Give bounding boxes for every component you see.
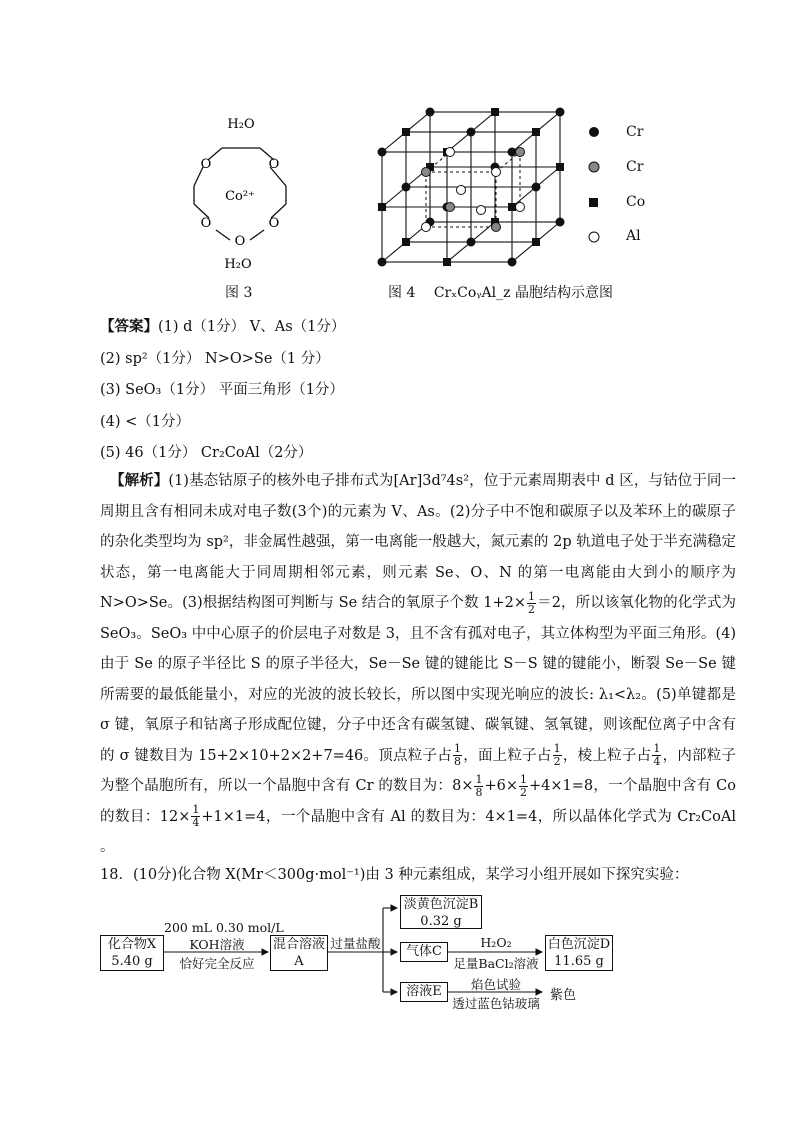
arrow3-label-top: H₂O₂ (480, 935, 512, 950)
oxygen-label: O (234, 234, 246, 249)
figure-3-caption: 图 3 (225, 285, 253, 301)
answer-tag: 【答案】 (100, 318, 158, 335)
legend-label: Al (626, 228, 641, 244)
analysis-text: +6× (484, 778, 518, 794)
analysis-text: (1)基态钴原子的核外电子排布式为[Ar]3d⁷4s²，位于元素周期表中 d 区，与钴位于同一周期且含有相同未成对电子数(3个)的元素为 V、As。(2)分子中不饱和碳原子以及苯环上的碳原子的杂化类型均为 sp²，非金属性越强，第一电离能一般越大，氮元素的 2p 轨道电子处于半充满稳定状态，第一电离能大于同周期相邻元素，则元素 Se、O、N 的第一电离能由大到小的顺序为 N>O>Se。(3)根据结构图可判断与 Se 结合的氧原子个数 1+2× (100, 473, 736, 611)
legend-label: Cr (626, 124, 644, 140)
fraction: $\frac{1}{8}$ (475, 772, 483, 799)
oxygen-label: O (268, 157, 280, 172)
black-circle-icon (588, 126, 600, 142)
cobalt-ion-label: Co²⁺ (225, 189, 255, 204)
figure-4 (370, 100, 570, 275)
answer-line-2: (2) sp²（1分） N>O>Se（1 分） (100, 351, 330, 367)
oxygen-label: O (268, 216, 280, 231)
analysis-text: ，面上粒子占 (462, 747, 552, 764)
precipitate-b-box: 淡黄色沉淀B 0.32 g (400, 895, 482, 929)
gas-c-box: 气体C (400, 942, 448, 962)
gray-circle-icon (588, 161, 600, 177)
analysis-text: +4×1=8，一个晶胞中含有 Co 的数目：12× (100, 778, 736, 825)
legend-label: Cr (626, 159, 644, 175)
answer-line-3: (3) SeO₃（1分） 平面三角形（1分） (100, 382, 344, 398)
h2o-top-label: H₂O (227, 117, 255, 132)
analysis-text: ，内部粒子为整个晶胞所有，所以一个晶胞中含有 Cr 的数目为：8× (100, 747, 737, 794)
arrow4-label-bottom: 透过蓝色钴玻璃 (452, 996, 540, 1011)
figure-4-caption (388, 282, 613, 302)
arrow1-label-top: 200 mL 0.30 mol/L (164, 920, 284, 935)
fraction: $\frac{1}{2}$ (520, 772, 527, 799)
crown-ether-diagram (170, 108, 310, 278)
fraction: $\frac{1}{2}$ (528, 589, 536, 616)
oxygen-label: O (200, 216, 212, 231)
mixed-solution-a-box: 混合溶液 A (270, 935, 328, 971)
fraction: $\frac{1}{4}$ (653, 742, 661, 768)
flame-test-result: 紫色 (550, 988, 577, 1003)
flowchart (100, 895, 700, 1015)
fraction: $\frac{1}{2}$ (553, 742, 561, 768)
legend-label: Co (626, 194, 646, 210)
h2o-bottom-label: H₂O (224, 257, 252, 272)
analysis-text: +1×1=4，一个晶胞中含有 Al 的数目为：4×1=4，所以晶体化学式为 Cr₂CoAl 。 (100, 808, 736, 855)
answer-text: (1) d（1分） V、As（1分） (158, 319, 346, 335)
question-18: 18．(10分)化合物 X(Mr＜300g·mol⁻¹)由 3 种元素组成，某学习小组开展如下探究实验： (100, 867, 689, 883)
arrow4-label-top: 焰色试验 (470, 977, 521, 992)
arrow3-label-bottom: 足量BaCl₂溶液 (453, 956, 539, 971)
fraction: $\frac{1}{4}$ (192, 803, 200, 829)
fraction: $\frac{1}{8}$ (453, 742, 461, 768)
arrow1-label-bottom: 恰好完全反应 (179, 956, 255, 971)
black-square-icon (588, 197, 600, 213)
analysis-text: ，棱上粒子占 (562, 747, 652, 764)
arrow1-label-mid: KOH溶液 (189, 937, 245, 952)
crystal-cell-diagram (370, 100, 570, 275)
white-circle-icon (588, 231, 600, 247)
arrow2-label: 过量盐酸 (330, 936, 381, 951)
figure-4-formula: CrₓCoᵧAl_z (433, 285, 511, 301)
precipitate-d-box: 白色沉淀D 11.65 g (545, 935, 613, 971)
analysis-paragraph (100, 466, 736, 863)
figure-3 (170, 108, 310, 278)
compound-x-box: 化合物X 5.40 g (100, 935, 164, 971)
solution-e-box: 溶液E (400, 982, 448, 1002)
analysis-text: ＝2，所以该氧化物的化学式为 SeO₃。SeO₃ 中中心原子的价层电子对数是 3，且不含有孤对电子，其立体构型为平面三角形。(4)由于 Se 的原子半径比 S 的原子半径大，Se－Se 键的键能比 S－S 键的键能小，断裂 Se－Se 键所需要的最低能量小，对应的光波的波长较长，所以图中实现光响应的波长: λ₁<λ₂。(5)单键都是 σ 键，氧原子和钴离子形成配位键，分子中还含有碳氢键、碳氧键、氢氧键，则该配位离子中含有的 σ 键数目为 15+2×10+2×2+7=46。顶点粒子占 (100, 595, 736, 764)
figure-4-legend (588, 120, 668, 260)
answer-line-5: (5) 46（1分） Cr₂CoAl（2分） (100, 445, 313, 461)
figure-4-title: 晶胞结构示意图 (514, 285, 613, 301)
figure-4-number: 图 4 (388, 285, 416, 301)
answer-line-4: (4) <（1分） (100, 414, 191, 430)
oxygen-label: O (200, 157, 212, 172)
answer-line-1 (100, 315, 345, 336)
analysis-tag: 【解析】 (110, 472, 169, 489)
